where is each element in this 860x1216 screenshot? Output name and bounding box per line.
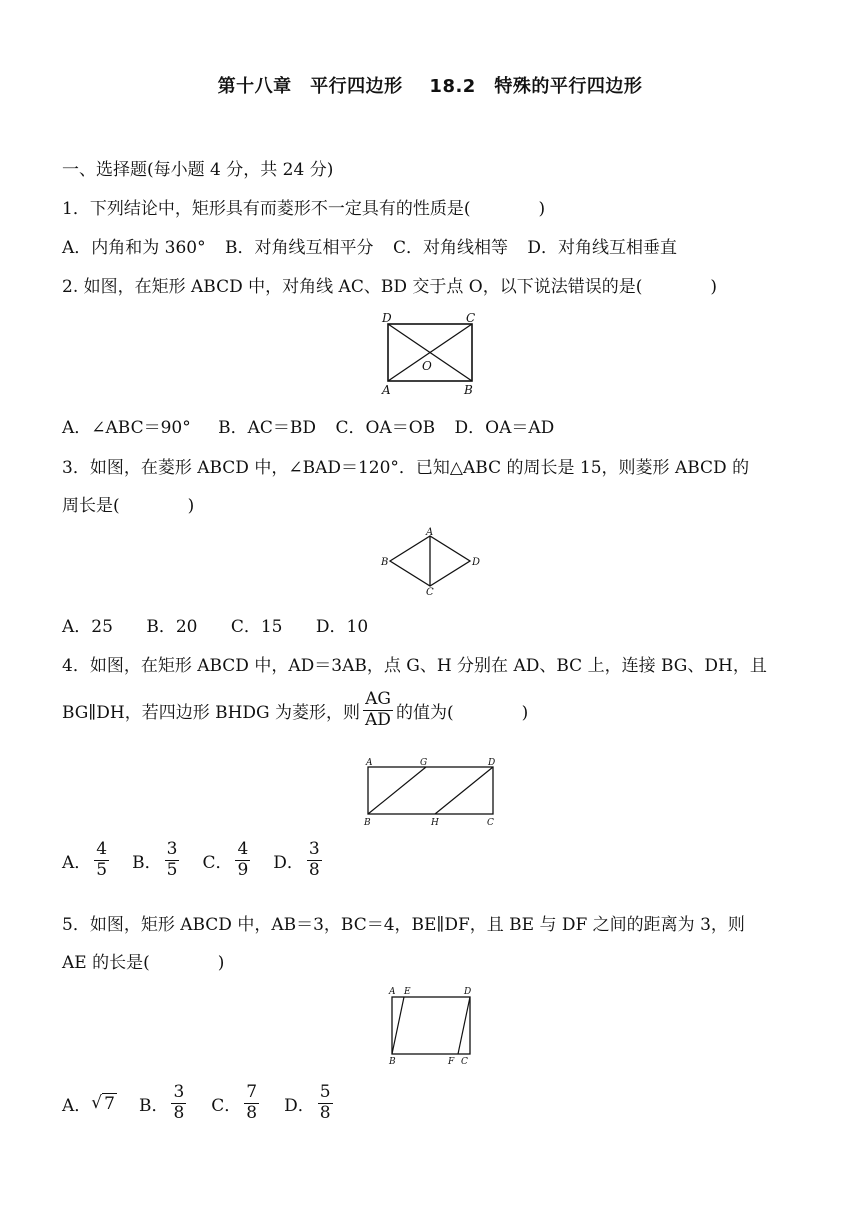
q4-option-c-den: 9: [237, 859, 249, 880]
q2-label-o: O: [422, 359, 432, 373]
q4-option-d-num: 3: [308, 839, 320, 859]
q1-option-d[interactable]: D．对角线互相垂直: [527, 238, 678, 258]
q1-options: [62, 233, 691, 258]
q5-label-f: F: [448, 1057, 455, 1067]
chapter-title: 第十八章 平行四边形: [217, 76, 403, 97]
q5-segment-be: [392, 997, 404, 1054]
q3-label-b: B: [381, 557, 389, 568]
q2-stem: 2. 如图，在矩形 ABCD 中，对角线 AC、BD 交于点 O，以下说法错误的是( ): [62, 277, 717, 297]
q5-option-d[interactable]: [284, 1083, 335, 1123]
q4-segment-dh: [435, 767, 493, 814]
q4-option-a-num: 4: [96, 839, 108, 859]
q3-option-d[interactable]: D．10: [315, 617, 369, 637]
q5-label-b: B: [389, 1057, 396, 1067]
q4-option-b[interactable]: [132, 840, 182, 880]
q1-stem: 1．下列结论中，矩形具有而菱形不一定具有的性质是( ): [62, 199, 546, 219]
q5-option-c-num: 7: [246, 1082, 258, 1102]
q4-option-c-prefix: C．: [202, 852, 233, 873]
q3-label-d: D: [472, 557, 481, 568]
q3-option-c[interactable]: C．15: [230, 617, 283, 637]
q5-option-a-radicand: 7: [104, 1093, 115, 1114]
q4-stem-pre: BG∥DH，若四边形 BHDG 为菱形，则: [62, 702, 361, 723]
q4-label-g: G: [420, 758, 428, 768]
q2-options: [62, 413, 568, 438]
q5-stem-line2: AE 的长是( ): [62, 953, 225, 973]
q4-options: [62, 840, 325, 880]
q5-label-a: A: [389, 987, 396, 997]
q4-label-c: C: [487, 818, 494, 828]
q4-option-c[interactable]: [202, 840, 253, 880]
q5-rect: [392, 997, 470, 1054]
q3-figure-rhombus: [376, 525, 488, 597]
q5-option-b[interactable]: [139, 1083, 189, 1123]
q5-option-d-den: 8: [319, 1102, 331, 1123]
q1-option-c[interactable]: C．对角线相等: [392, 238, 508, 258]
q2-option-a[interactable]: A．∠ABC＝90°: [62, 418, 191, 438]
q4-option-a-fraction: [94, 840, 109, 880]
q1-option-b[interactable]: B．对角线互相平分: [225, 238, 374, 258]
q2-option-d[interactable]: D．OA＝AD: [454, 418, 555, 438]
section-title: 18.2 特殊的平行四边形: [429, 76, 643, 97]
q4-figure-rectangle: [360, 755, 502, 830]
q2-figure-rectangle: [378, 310, 488, 398]
q2-label-c: C: [466, 311, 476, 325]
q3-options: [62, 612, 382, 637]
q4-rect: [368, 767, 493, 814]
q4-option-b-fraction: [165, 840, 180, 880]
q3-option-b[interactable]: B．20: [146, 617, 198, 637]
q4-option-b-den: 5: [166, 859, 178, 880]
q4-option-d-fraction: [307, 840, 322, 880]
q3-option-a[interactable]: A．25: [62, 617, 113, 637]
q4-option-d[interactable]: [273, 840, 324, 880]
q5-option-b-den: 8: [173, 1102, 185, 1123]
q3-label-c: C: [426, 587, 434, 597]
q4-stem-post: 的值为( ): [395, 702, 529, 723]
q4-label-d: D: [488, 758, 496, 768]
q2-label-b: B: [464, 383, 473, 397]
q5-option-c[interactable]: [211, 1083, 262, 1123]
q5-option-d-prefix: D．: [284, 1095, 315, 1116]
q2-label-d: D: [382, 311, 392, 325]
q4-option-d-den: 8: [308, 859, 320, 880]
q4-option-c-num: 4: [237, 839, 249, 859]
q4-stem-line1: 4．如图，在矩形 ABCD 中，AD＝3AB，点 G、H 分别在 AD、BC 上，连接 BG、DH，且: [62, 656, 767, 676]
q4-label-h: H: [431, 818, 439, 828]
q4-label-b: B: [364, 818, 371, 828]
q5-figure-rectangle: [382, 983, 482, 1069]
q3-stem-line2: 周长是( ): [62, 496, 195, 516]
page-title: [0, 72, 860, 98]
q4-frac-num: AG: [365, 689, 391, 709]
q1-option-a[interactable]: A．内角和为 360°: [62, 238, 206, 258]
q5-option-d-num: 5: [319, 1082, 331, 1102]
q5-options: [62, 1083, 336, 1123]
q4-option-c-fraction: [235, 840, 250, 880]
q3-label-a: A: [426, 527, 434, 538]
q4-option-b-prefix: B．: [132, 852, 162, 873]
q3-stem-line1: 3．如图，在菱形 ABCD 中，∠BAD＝120°．已知△ABC 的周长是 15，则菱形 ABCD 的: [62, 458, 750, 478]
sqrt-icon: √: [91, 1093, 103, 1114]
q2-label-a: A: [382, 383, 391, 397]
q4-stem-line2: [62, 690, 528, 730]
q5-stem-line1: 5．如图，矩形 ABCD 中，AB＝3，BC＝4，BE∥DF，且 BE 与 DF 之间的距离为 3，则: [62, 915, 745, 935]
section-heading: 一、选择题(每小题 4 分，共 24 分): [62, 160, 334, 180]
q5-label-d: D: [464, 987, 472, 997]
q5-option-b-num: 3: [173, 1082, 185, 1102]
q4-option-d-prefix: D．: [273, 852, 304, 873]
q5-option-c-fraction: [244, 1083, 259, 1123]
q5-option-a[interactable]: [62, 1091, 117, 1116]
q2-option-c[interactable]: C．OA＝OB: [335, 418, 436, 438]
q5-option-b-fraction: [171, 1083, 186, 1123]
q4-label-a: A: [366, 758, 373, 768]
q5-option-b-prefix: B．: [138, 1095, 169, 1116]
q4-option-a-den: 5: [96, 859, 108, 880]
q4-fraction-ag-ad: [363, 690, 393, 730]
q5-label-c: C: [461, 1057, 468, 1067]
q4-option-a-prefix: A．: [62, 852, 92, 873]
q4-frac-den: AD: [365, 709, 391, 730]
q5-label-e: E: [404, 987, 411, 997]
q2-option-b[interactable]: B．AC＝BD: [218, 418, 317, 438]
q4-option-a[interactable]: [62, 840, 112, 880]
q5-option-d-fraction: [318, 1083, 333, 1123]
q4-option-b-num: 3: [166, 839, 178, 859]
q5-option-c-den: 8: [246, 1102, 258, 1123]
q4-segment-bg: [368, 767, 426, 814]
q5-option-a-prefix: A．: [62, 1095, 92, 1116]
q5-segment-df: [458, 997, 470, 1054]
q5-option-c-prefix: C．: [211, 1095, 242, 1116]
